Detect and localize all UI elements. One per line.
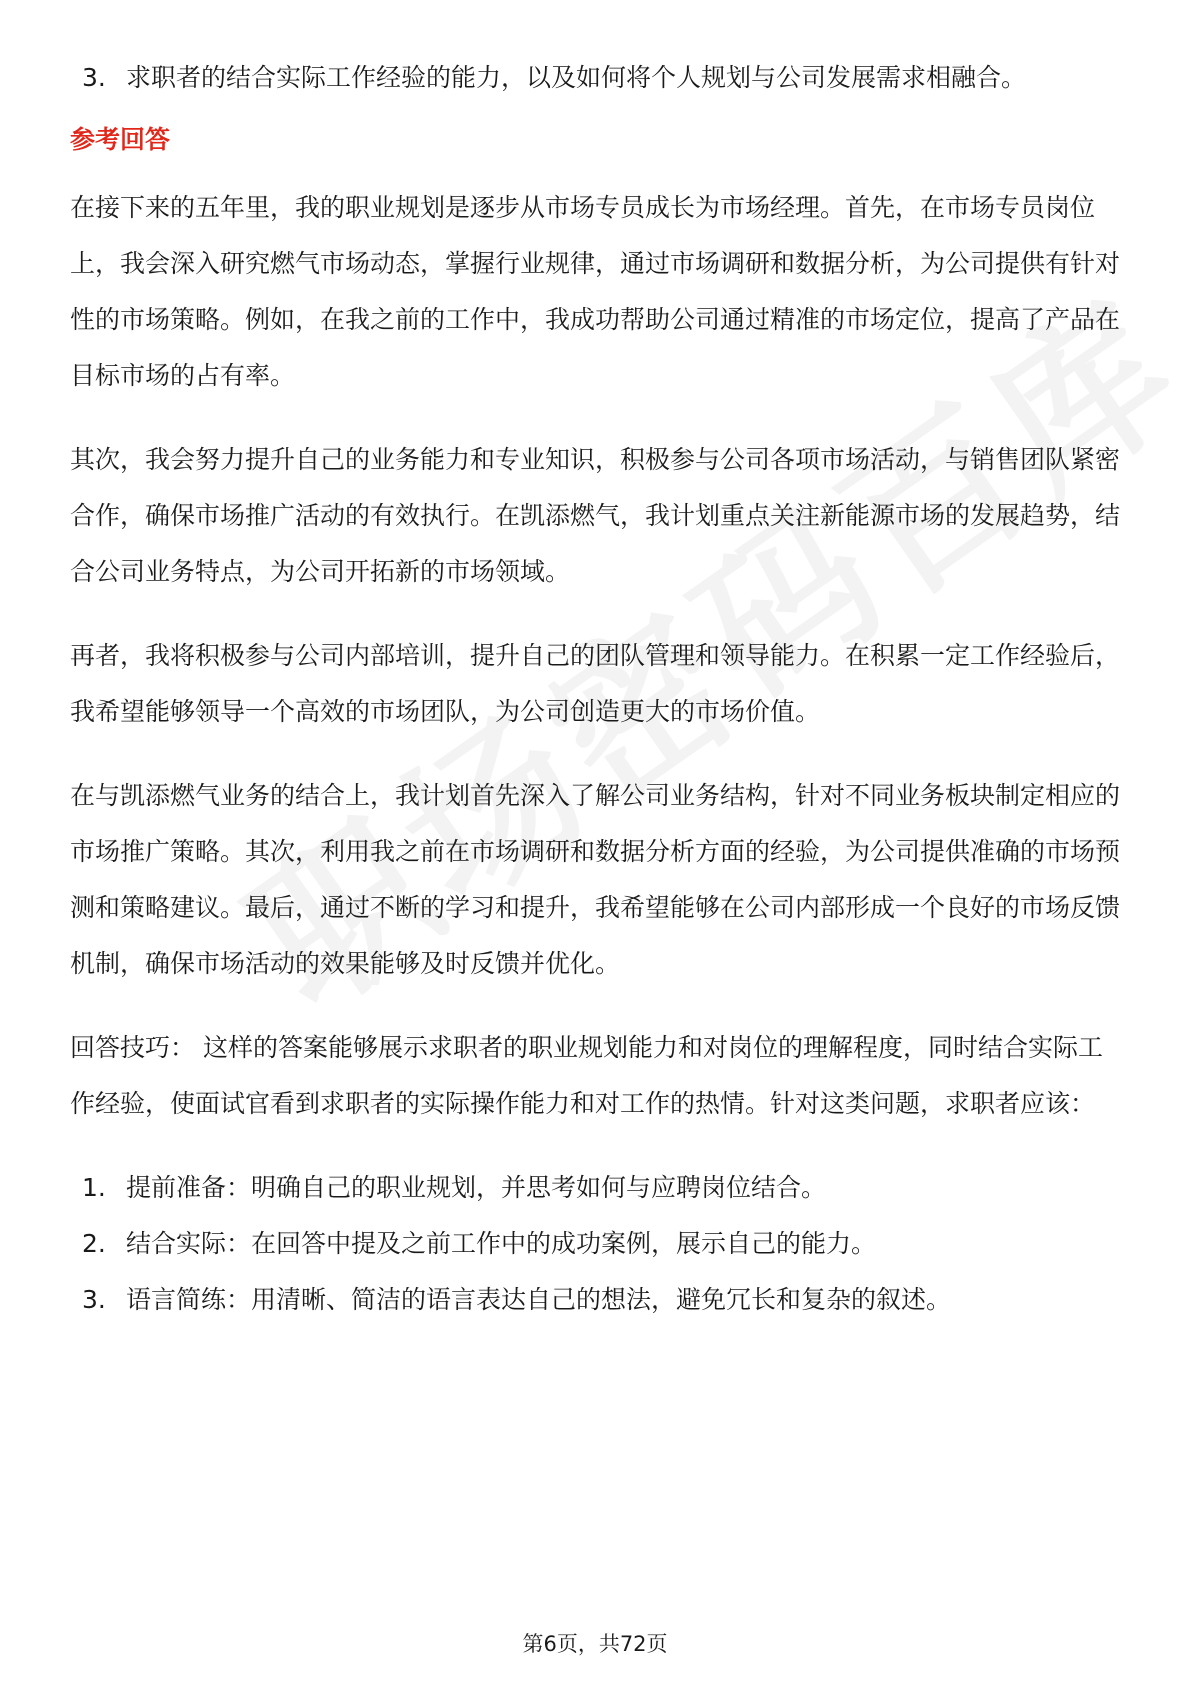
- list-item: [70, 1272, 1120, 1328]
- criteria-list: [70, 50, 1120, 106]
- section-heading: 参考回答: [70, 125, 171, 154]
- document-page: [70, 50, 1120, 1328]
- list-text: 结合实际：在回答中提及之前工作中的成功案例，展示自己的能力。: [126, 1229, 877, 1258]
- list-item: [70, 1160, 1120, 1216]
- tips-paragraph: 回答技巧： 这样的答案能够展示求职者的职业规划能力和对岗位的理解程度，同时结合实际工作经验，使面试官看到求职者的实际操作能力和对工作的热情。针对这类问题，求职者应该：: [70, 1033, 1103, 1118]
- paragraph: 在与凯添燃气业务的结合上，我计划首先深入了解公司业务结构，针对不同业务板块制定相应的市场推广策略。其次，利用我之前在市场调研和数据分析方面的经验，为公司提供准确的市场预测和策略建议。最后，通过不断的学习和提升，我希望能够在公司内部形成一个良好的市场反馈机制，确保市场活动的效果能够及时反馈并优化。: [70, 781, 1121, 978]
- page-footer: 第6页，共72页: [522, 1632, 668, 1656]
- list-text: 语言简练：用清晰、简洁的语言表达自己的想法，避免冗长和复杂的叙述。: [126, 1285, 952, 1314]
- tips-list: [70, 1160, 1120, 1328]
- list-text: 提前准备：明确自己的职业规划，并思考如何与应聘岗位结合。: [126, 1173, 827, 1202]
- list-number: 1.: [82, 1173, 106, 1202]
- paragraph: 再者，我将积极参与公司内部培训，提升自己的团队管理和领导能力。在积累一定工作经验后，我希望能够领导一个高效的市场团队，为公司创造更大的市场价值。: [70, 641, 1121, 726]
- list-item: [70, 50, 1120, 106]
- list-text: 求职者的结合实际工作经验的能力，以及如何将个人规划与公司发展需求相融合。: [126, 63, 1027, 92]
- list-number: 3.: [82, 1285, 106, 1314]
- paragraph: 其次，我会努力提升自己的业务能力和专业知识，积极参与公司各项市场活动，与销售团队紧密合作，确保市场推广活动的有效执行。在凯添燃气，我计划重点关注新能源市场的发展趋势，结合公司业务特点，为公司开拓新的市场领域。: [70, 445, 1121, 586]
- list-number: 2.: [82, 1229, 106, 1258]
- paragraph: 在接下来的五年里，我的职业规划是逐步从市场专员成长为市场经理。首先，在市场专员岗位上，我会深入研究燃气市场动态，掌握行业规律，通过市场调研和数据分析，为公司提供有针对性的市场策略。例如，在我之前的工作中，我成功帮助公司通过精准的市场定位，提高了产品在目标市场的占有率。: [70, 193, 1121, 390]
- list-number: 3.: [82, 63, 106, 92]
- list-item: [70, 1216, 1120, 1272]
